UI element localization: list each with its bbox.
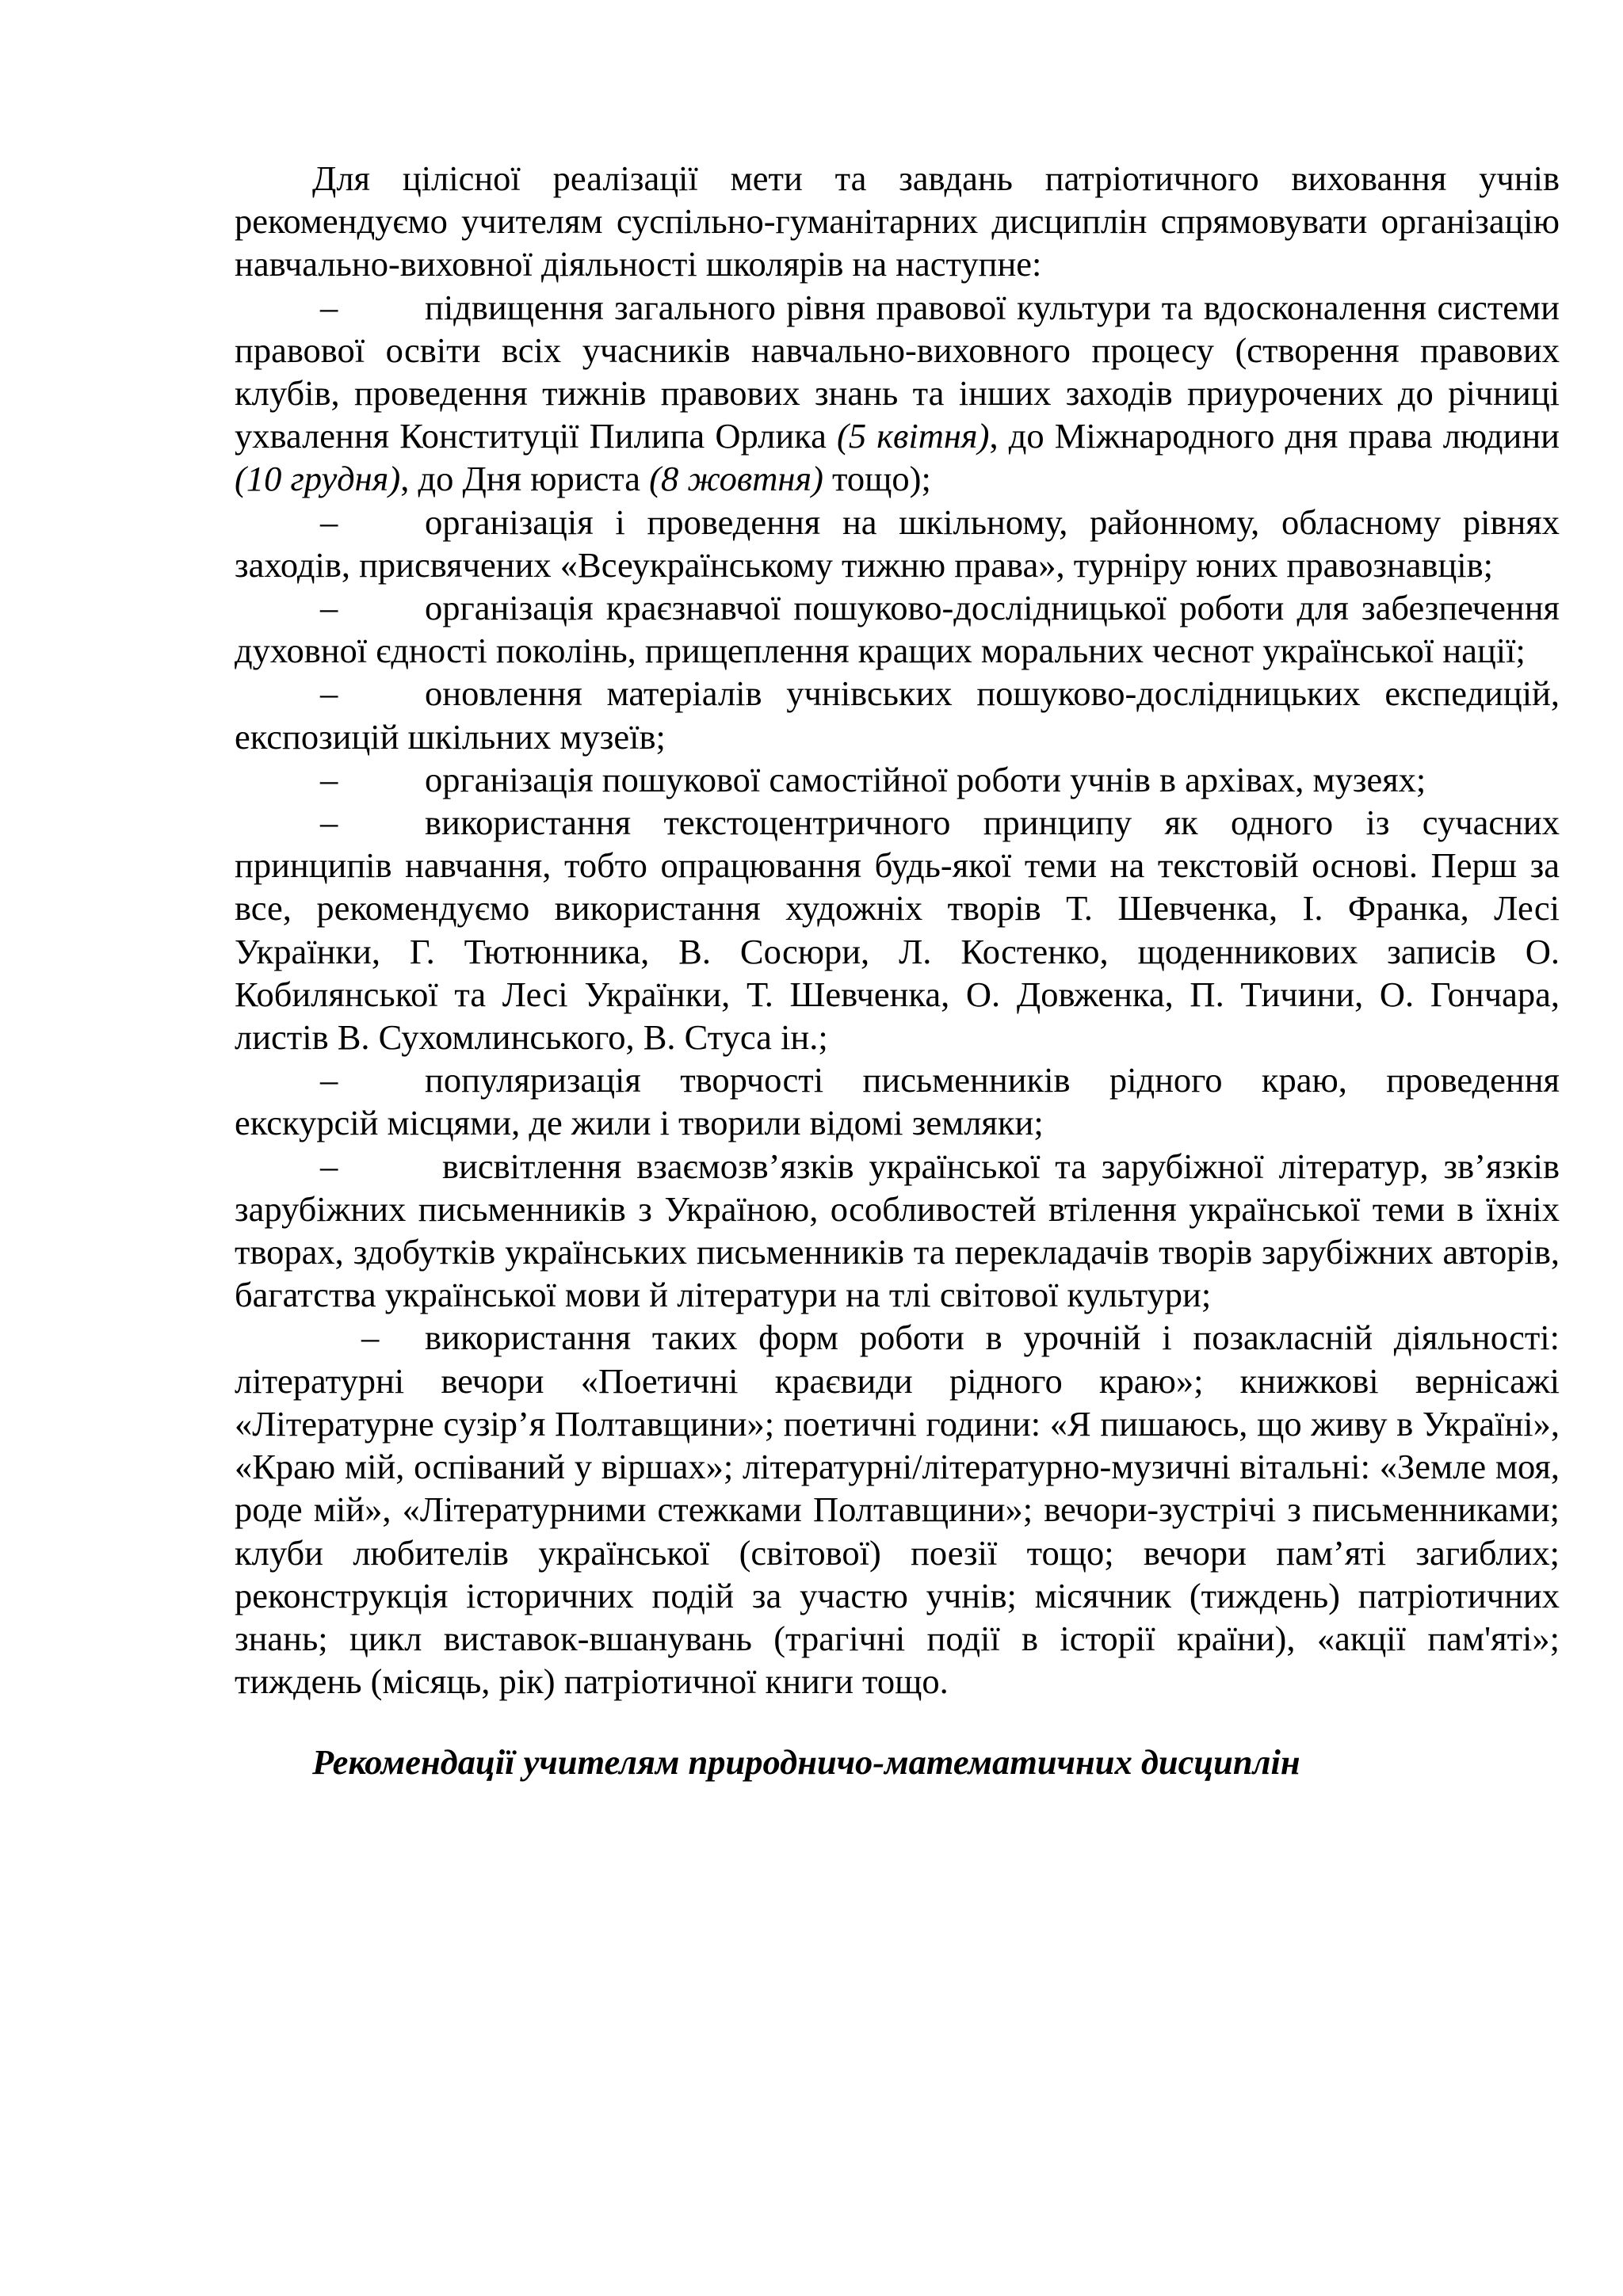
list-item-literature-links: [235, 1145, 1560, 1317]
dash-marker: –: [320, 588, 338, 628]
dash-marker: –: [320, 287, 338, 327]
list-item-law-week: [235, 501, 1560, 586]
dash-marker: –: [361, 1318, 380, 1358]
list-item-text-centric: [235, 801, 1560, 1058]
list-item-text: , до Міжнародного дня права людини: [989, 416, 1560, 456]
list-item-text: організація краєзнавчої пошуково-дослідницької роботи для забезпечення духовної єдності поколінь, прищеплення кращих моральних чеснот української нації;: [235, 588, 1560, 671]
list-item-text: використання таких форм роботи в урочній і позакласній діяльності: літературні вечори «Поетичні краєвиди рідного краю»; книжкові вернісажі «Літературне сузір’я Полтавщини»; поетичні години: «Я пишаюсь, що живу в Україні», «Краю мій, оспіваний у віршах»; літературні/літературно-музичні вітальні: «Земле моя, роде мій», «Літературними стежками Полтавщини»; вечори-зустрічі з письменниками; клуби любителів української (світової) поезії тощо; вечори пам’яті загиблих; реконструкція історичних подій за участю учнів; місячник (тиждень) патріотичних знань; цикл виставок-вшанувань (трагічні події в історії країни), «акції пам'яті»; тиждень (місяць, рік) патріотичної книги тощо.: [235, 1318, 1560, 1702]
list-item-text: оновлення матеріалів учнівських пошуково-дослідницьких експедицій, експозицій шкільних музеїв;: [235, 673, 1560, 757]
date-emphasis: (5 квітня): [837, 416, 990, 456]
list-item-work-forms: [235, 1316, 1560, 1703]
list-item-legal-culture: [235, 286, 1560, 501]
list-item-text: популяризація творчості письменників рідного краю, проведення екскурсій місцями, де жили і творили відомі земляки;: [235, 1060, 1560, 1143]
dash-marker: –: [320, 759, 338, 799]
dash-marker: –: [320, 673, 338, 714]
dash-marker: –: [320, 502, 338, 542]
list-item-text: використання текстоцентричного принципу як одного із сучасних принципів навчання, тобто опрацювання будь-якої теми на текстовій основі. Перш за все, рекомендуємо використання художніх творів Т. Шевченка, І. Франка, Лесі Українки, Г. Тютюнника, В. Сосюри, Л. Костенко, щоденникових записів О. Кобилянської та Лесі Українки, Т. Шевченка, О. Довженка, П. Тичини, О. Гончара, листів В. Сухомлинського, В. Стуса ін.;: [235, 803, 1560, 1058]
intro-paragraph: Для цілісної реалізації мети та завдань патріотичного виховання учнів рекомендуємо учителям суспільно-гуманітарних дисциплін спрямовувати організацію навчально-виховної діяльності школярів на наступне:: [235, 158, 1560, 284]
list-item-local-history: [235, 586, 1560, 672]
list-item-text: організація пошукової самостійної роботи учнів в архівах, музеях;: [425, 759, 1426, 799]
dash-marker: –: [320, 1146, 338, 1186]
document-page: [235, 157, 1560, 1784]
dash-marker: –: [320, 1060, 338, 1100]
date-emphasis: (10 грудня): [235, 459, 401, 499]
dash-marker: –: [320, 803, 338, 843]
date-emphasis: (8 жовтня): [649, 459, 823, 499]
list-item-expeditions: [235, 672, 1560, 757]
list-item-text: організація і проведення на шкільному, районному, обласному рівнях заходів, присвячених «Всеукраїнському тижню права», турніру юних правознавців;: [235, 502, 1560, 585]
list-item-archives: [235, 758, 1560, 801]
list-item-text: , до Дня юриста: [400, 459, 650, 499]
list-item-text: підвищення загального рівня правової культури та вдосконалення системи правової освіти всіх учасників навчально-виховного процесу (створення правових клубів, проведення тижнів правових знань та інших заходів приурочених до річниці ухвалення Конституції Пилипа Орлика: [235, 287, 1560, 456]
section-heading: Рекомендації учителям природничо-математичних дисциплін: [312, 1742, 1300, 1783]
list-item-native-writers: [235, 1058, 1560, 1144]
list-item-text: тощо);: [823, 459, 931, 499]
list-item-text: висвітлення взаємозв’язків української та зарубіжної літератур, зв’язків зарубіжних письменників з Україною, особливостей втілення української теми в їхніх творах, здобутків українських письменників та перекладачів творів зарубіжних авторів, багатства української мови й літератури на тлі світової культури;: [235, 1146, 1560, 1315]
